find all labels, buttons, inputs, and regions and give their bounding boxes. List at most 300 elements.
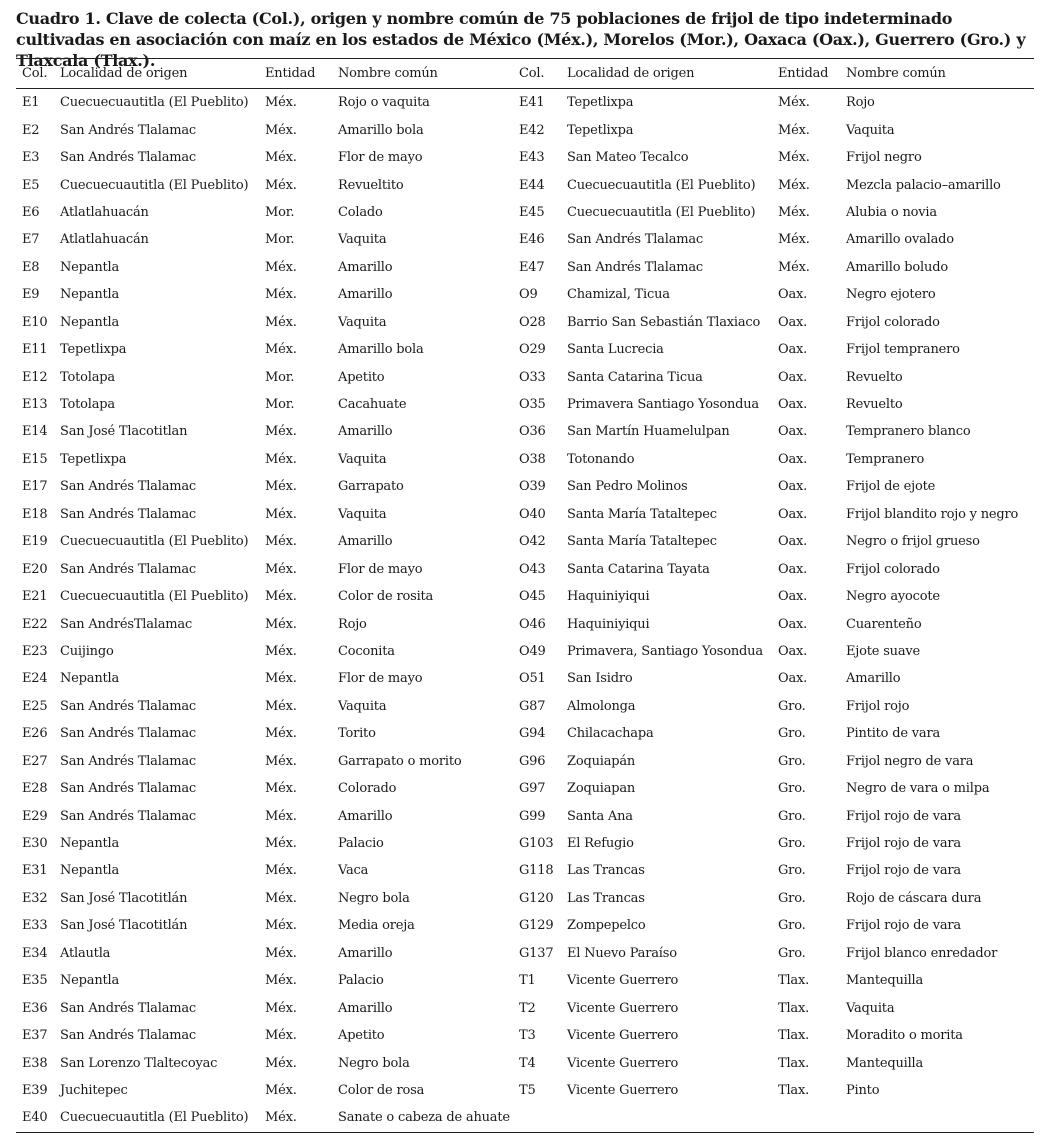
cell-common-name-left: Flor de mayo	[338, 671, 423, 687]
cell-col-key-left: E10	[22, 314, 48, 330]
cell-common-name-right: Ejote suave	[846, 643, 921, 659]
cell-col-key-right: E47	[519, 259, 545, 275]
table-row	[16, 583, 1034, 610]
table-header	[16, 59, 1034, 89]
cell-locality-right: San Pedro Molinos	[567, 479, 688, 495]
cell-state-right: Oax.	[778, 671, 808, 687]
cell-locality-right: Cuecuecuautitla (El Pueblito)	[567, 177, 756, 193]
cell-state-left: Méx.	[265, 479, 297, 495]
cell-col-key-left: E33	[22, 918, 48, 934]
cell-col-key-right: O38	[519, 451, 546, 467]
cell-col-key-left: E13	[22, 397, 48, 413]
cell-common-name-right: Frijol rojo de vara	[846, 836, 961, 852]
cell-common-name-left: Revueltito	[338, 177, 404, 193]
header-state-right: Entidad	[778, 66, 829, 81]
cell-locality-right: San Mateo Tecalco	[567, 150, 689, 166]
cell-state-left: Méx.	[265, 1110, 297, 1126]
cell-state-right: Oax.	[778, 479, 808, 495]
cell-col-key-right: G129	[519, 918, 554, 934]
cell-state-right: Gro.	[778, 753, 806, 769]
cell-locality-right: El Nuevo Paraíso	[567, 945, 677, 961]
cell-locality-right: Vicente Guerrero	[567, 1055, 679, 1071]
cell-locality-left: San Andrés Tlalamac	[60, 506, 197, 522]
cell-common-name-right: Frijol tempranero	[846, 342, 960, 358]
cell-col-key-left: E12	[22, 369, 48, 385]
table-row	[16, 1077, 1034, 1104]
cell-locality-right: Haquiniyiqui	[567, 616, 650, 632]
header-locality-left: Localidad de origen	[60, 66, 188, 81]
cell-state-right: Oax.	[778, 287, 808, 303]
cell-state-left: Méx.	[265, 1082, 297, 1098]
table-row	[16, 720, 1034, 747]
cell-state-right: Gro.	[778, 890, 806, 906]
cell-common-name-right: Frijol rojo de vara	[846, 863, 961, 879]
cell-col-key-right: G96	[519, 753, 546, 769]
cell-common-name-left: Garrapato o morito	[338, 753, 462, 769]
cell-col-key-left: E25	[22, 698, 48, 714]
cell-state-left: Méx.	[265, 150, 297, 166]
header-common-name-right: Nombre común	[846, 66, 946, 81]
cell-locality-right: Totonando	[567, 451, 635, 467]
cell-locality-right: Zompepelco	[567, 918, 646, 934]
table-row	[16, 281, 1034, 308]
table-row	[16, 1104, 1034, 1132]
header-locality-right: Localidad de origen	[567, 66, 695, 81]
cell-col-key-right: G97	[519, 781, 546, 797]
table-row	[16, 885, 1034, 912]
cell-col-key-right: O35	[519, 397, 546, 413]
cell-common-name-left: Colorado	[338, 781, 397, 797]
cell-col-key-right: O39	[519, 479, 546, 495]
cell-state-left: Mor.	[265, 369, 295, 385]
cell-state-right: Gro.	[778, 863, 806, 879]
cell-col-key-right: T4	[519, 1055, 536, 1071]
table-row	[16, 1022, 1034, 1049]
table-row	[16, 144, 1034, 171]
cell-col-key-right: O51	[519, 671, 546, 687]
cell-col-key-right: G118	[519, 863, 554, 879]
cell-locality-left: Cuecuecuautitla (El Pueblito)	[60, 95, 249, 111]
cell-col-key-right: E44	[519, 177, 545, 193]
cell-common-name-right: Frijol colorado	[846, 314, 940, 330]
cell-locality-right: Las Trancas	[567, 890, 645, 906]
table-row	[16, 528, 1034, 555]
cell-col-key-right: T3	[519, 1028, 536, 1044]
cell-locality-left: San José Tlacotitlan	[60, 424, 188, 440]
cell-col-key-left: E11	[22, 342, 48, 358]
cell-locality-left: San AndrésTlalamac	[60, 616, 193, 632]
cell-common-name-right: Pintito de vara	[846, 726, 941, 742]
cell-col-key-left: E22	[22, 616, 48, 632]
cell-col-key-right: O29	[519, 342, 546, 358]
cell-locality-right: Las Trancas	[567, 863, 645, 879]
cell-col-key-left: E23	[22, 643, 48, 659]
cell-common-name-left: Negro bola	[338, 1055, 410, 1071]
cell-common-name-left: Amarillo	[338, 424, 393, 440]
cell-state-right: Oax.	[778, 342, 808, 358]
cell-state-left: Méx.	[265, 259, 297, 275]
cell-locality-left: Cuecuecuautitla (El Pueblito)	[60, 177, 249, 193]
table-row	[16, 610, 1034, 637]
cell-state-left: Méx.	[265, 753, 297, 769]
cell-locality-right: Primavera Santiago Yosondua	[567, 397, 759, 413]
cell-col-key-left: E31	[22, 863, 48, 879]
table-row	[16, 830, 1034, 857]
table-body	[16, 89, 1034, 1133]
cell-common-name-left: Vaquita	[338, 232, 387, 248]
cell-locality-left: Cuecuecuautitla (El Pueblito)	[60, 1110, 249, 1126]
cell-locality-left: San Andrés Tlalamac	[60, 808, 197, 824]
cell-locality-left: San Andrés Tlalamac	[60, 1000, 197, 1016]
cell-state-left: Méx.	[265, 671, 297, 687]
cell-col-key-right: G94	[519, 726, 546, 742]
cell-state-right: Tlax.	[778, 1082, 810, 1098]
cell-state-right: Oax.	[778, 369, 808, 385]
cell-common-name-right: Revuelto	[846, 397, 903, 413]
cell-locality-right: San Andrés Tlalamac	[567, 259, 704, 275]
cell-col-key-right: O28	[519, 314, 546, 330]
cell-locality-left: Nepantla	[60, 314, 120, 330]
cell-state-left: Méx.	[265, 424, 297, 440]
cell-state-left: Méx.	[265, 863, 297, 879]
cell-locality-right: Almolonga	[567, 698, 636, 714]
cell-common-name-left: Media oreja	[338, 918, 415, 934]
table-row	[16, 802, 1034, 829]
cell-common-name-left: Vaquita	[338, 506, 387, 522]
cell-locality-left: San José Tlacotitlán	[60, 890, 188, 906]
cell-col-key-left: E18	[22, 506, 48, 522]
cell-state-right: Oax.	[778, 589, 808, 605]
cell-col-key-left: E24	[22, 671, 48, 687]
cell-locality-right: Cuecuecuautitla (El Pueblito)	[567, 204, 756, 220]
cell-state-right: Oax.	[778, 397, 808, 413]
cell-col-key-right: E45	[519, 204, 545, 220]
cell-common-name-left: Amarillo bola	[338, 342, 424, 358]
table-caption: Cuadro 1. Clave de colecta (Col.), origen y nombre común de 75 poblaciones de frijol de tipo indeterminado cultivadas en asociación con maíz en los estados de México (Méx.), Morelos (Mor.), Oaxaca (Oax.), Guerrero (Gro.) y Tlaxcala (Tlax.).	[16, 9, 1026, 70]
populations-table	[16, 58, 1034, 1133]
cell-common-name-right: Moradito o morita	[846, 1028, 963, 1044]
cell-col-key-right: G120	[519, 890, 554, 906]
cell-col-key-left: E36	[22, 1000, 48, 1016]
cell-common-name-left: Flor de mayo	[338, 561, 423, 577]
table-row	[16, 309, 1034, 336]
cell-col-key-left: E8	[22, 259, 40, 275]
cell-locality-right: Barrio San Sebastián Tlaxiaco	[567, 314, 761, 330]
cell-locality-right: Santa María Tataltepec	[567, 534, 717, 550]
table-row	[16, 748, 1034, 775]
cell-col-key-left: E1	[22, 95, 40, 111]
cell-col-key-left: E34	[22, 945, 48, 961]
cell-locality-left: Tepetlixpa	[60, 451, 127, 467]
cell-common-name-left: Vaquita	[338, 698, 387, 714]
cell-state-right: Gro.	[778, 808, 806, 824]
cell-locality-left: San Andrés Tlalamac	[60, 726, 197, 742]
cell-state-right: Tlax.	[778, 973, 810, 989]
cell-state-left: Méx.	[265, 1055, 297, 1071]
cell-locality-left: San Andrés Tlalamac	[60, 561, 197, 577]
cell-state-right: Gro.	[778, 836, 806, 852]
cell-locality-left: Totolapa	[60, 397, 115, 413]
cell-locality-right: San Andrés Tlalamac	[567, 232, 704, 248]
cell-col-key-right: G99	[519, 808, 546, 824]
cell-locality-left: San Andrés Tlalamac	[60, 781, 197, 797]
cell-locality-right: Haquiniyiqui	[567, 589, 650, 605]
cell-locality-right: Vicente Guerrero	[567, 1082, 679, 1098]
table-row	[16, 336, 1034, 363]
cell-common-name-right: Mantequilla	[846, 1055, 924, 1071]
cell-common-name-left: Coconita	[338, 643, 395, 659]
cell-common-name-left: Amarillo	[338, 945, 393, 961]
cell-locality-right: Santa María Tataltepec	[567, 506, 717, 522]
cell-common-name-right: Frijol blandito rojo y negro	[846, 506, 1019, 522]
cell-col-key-left: E29	[22, 808, 48, 824]
cell-common-name-left: Amarillo	[338, 534, 393, 550]
cell-state-right: Oax.	[778, 451, 808, 467]
cell-state-right: Oax.	[778, 314, 808, 330]
cell-col-key-left: E21	[22, 589, 48, 605]
cell-state-left: Méx.	[265, 890, 297, 906]
cell-state-right: Tlax.	[778, 1055, 810, 1071]
cell-col-key-right	[513, 1104, 561, 1132]
cell-common-name-right: Frijol negro de vara	[846, 753, 974, 769]
table-row	[16, 555, 1034, 582]
cell-state-right: Tlax.	[778, 1028, 810, 1044]
cell-locality-right: Santa Catarina Ticua	[567, 369, 703, 385]
cell-state-left: Méx.	[265, 589, 297, 605]
table-row	[16, 199, 1034, 226]
cell-state-left: Méx.	[265, 1000, 297, 1016]
cell-col-key-left: E30	[22, 836, 48, 852]
cell-state-right: Méx.	[778, 259, 810, 275]
cell-common-name-right: Pinto	[846, 1082, 880, 1098]
cell-common-name-left: Negro bola	[338, 890, 410, 906]
cell-locality-left: Atlatlahuacán	[60, 232, 149, 248]
cell-col-key-right: G87	[519, 698, 546, 714]
cell-locality-left: Cuijingo	[60, 643, 114, 659]
cell-state-left: Méx.	[265, 534, 297, 550]
header-common-name-left: Nombre común	[338, 66, 438, 81]
cell-common-name-right: Frijol negro	[846, 150, 922, 166]
cell-col-key-right: T2	[519, 1000, 536, 1016]
cell-state-left: Méx.	[265, 698, 297, 714]
cell-common-name-right: Mantequilla	[846, 973, 924, 989]
cell-locality-left: Cuecuecuautitla (El Pueblito)	[60, 534, 249, 550]
cell-col-key-left: E27	[22, 753, 48, 769]
cell-col-key-right: O49	[519, 643, 546, 659]
cell-common-name-right: Mezcla palacio–amarillo	[846, 177, 1001, 193]
cell-col-key-left: E38	[22, 1055, 48, 1071]
cell-locality-left: Nepantla	[60, 863, 120, 879]
cell-state-left: Méx.	[265, 561, 297, 577]
cell-locality-left: Nepantla	[60, 671, 120, 687]
cell-col-key-right: T1	[519, 973, 536, 989]
cell-state-right: Gro.	[778, 945, 806, 961]
cell-col-key-left: E20	[22, 561, 48, 577]
cell-common-name-left: Vaquita	[338, 451, 387, 467]
cell-state-left: Méx.	[265, 726, 297, 742]
header-state-left: Entidad	[265, 66, 316, 81]
cell-state-left: Méx.	[265, 781, 297, 797]
cell-col-key-left: E40	[22, 1110, 48, 1126]
cell-common-name-right: Cuarenteño	[846, 616, 922, 632]
cell-col-key-right: T5	[519, 1082, 536, 1098]
cell-common-name-left: Rojo	[338, 616, 367, 632]
cell-state-right: Oax.	[778, 424, 808, 440]
cell-locality-left: San Andrés Tlalamac	[60, 122, 197, 138]
cell-common-name-left: Cacahuate	[338, 397, 407, 413]
table-row	[16, 363, 1034, 390]
cell-state-left: Méx.	[265, 836, 297, 852]
cell-locality-right: Santa Ana	[567, 808, 633, 824]
cell-common-name-left: Garrapato	[338, 479, 404, 495]
cell-common-name-left: Palacio	[338, 836, 384, 852]
cell-state-left: Méx.	[265, 1028, 297, 1044]
cell-col-key-right: E43	[519, 150, 545, 166]
cell-common-name-left: Amarillo	[338, 1000, 393, 1016]
cell-col-key-left: E28	[22, 781, 48, 797]
cell-col-key-right: E41	[519, 95, 545, 111]
cell-state-left: Méx.	[265, 506, 297, 522]
cell-col-key-left: E7	[22, 232, 40, 248]
header-col-left: Col.	[22, 66, 48, 81]
table-row	[16, 638, 1034, 665]
cell-common-name-left: Vaquita	[338, 314, 387, 330]
cell-common-name-right: Rojo de cáscara dura	[846, 890, 982, 906]
cell-state-right: Méx.	[778, 150, 810, 166]
cell-state-left: Méx.	[265, 177, 297, 193]
cell-col-key-left: E3	[22, 150, 40, 166]
table-row	[16, 418, 1034, 445]
table-row	[16, 1049, 1034, 1076]
cell-state-right: Oax.	[778, 643, 808, 659]
cell-common-name-left: Rojo o vaquita	[338, 95, 430, 111]
cell-state-left: Mor.	[265, 232, 295, 248]
cell-locality-left: Nepantla	[60, 287, 120, 303]
cell-state-right: Méx.	[778, 204, 810, 220]
cell-col-key-right: O45	[519, 589, 546, 605]
cell-common-name-right: Frijol rojo de vara	[846, 918, 961, 934]
cell-state-left: Méx.	[265, 945, 297, 961]
cell-common-name-right: Amarillo	[846, 671, 901, 687]
cell-locality-left: Tepetlixpa	[60, 342, 127, 358]
cell-common-name-right: Rojo	[846, 95, 875, 111]
cell-locality-left: Nepantla	[60, 973, 120, 989]
table-row	[16, 693, 1034, 720]
table-row	[16, 857, 1034, 884]
cell-state-left: Méx.	[265, 918, 297, 934]
cell-state-right: Oax.	[778, 534, 808, 550]
cell-col-key-left: E14	[22, 424, 48, 440]
cell-locality-right: Chamizal, Ticua	[567, 287, 670, 303]
cell-locality-left: Atlautla	[60, 945, 111, 961]
cell-col-key-left: E6	[22, 204, 40, 220]
header-row	[16, 59, 1034, 89]
cell-common-name-right: Vaquita	[846, 1000, 895, 1016]
cell-col-key-right: O43	[519, 561, 546, 577]
table-row	[16, 967, 1034, 994]
cell-col-key-right: O33	[519, 369, 546, 385]
cell-locality-left: San Andrés Tlalamac	[60, 1028, 197, 1044]
table-row	[16, 912, 1034, 939]
cell-locality-right: San Isidro	[567, 671, 633, 687]
cell-col-key-left: E2	[22, 122, 40, 138]
cell-locality-left: Juchitepec	[60, 1082, 128, 1098]
cell-common-name-left: Color de rosita	[338, 589, 434, 605]
cell-common-name-left: Amarillo bola	[338, 122, 424, 138]
cell-col-key-right: O40	[519, 506, 546, 522]
cell-col-key-right: O46	[519, 616, 546, 632]
cell-col-key-left: E9	[22, 287, 40, 303]
cell-common-name-right: Alubia o novia	[846, 204, 937, 220]
cell-col-key-right: O36	[519, 424, 546, 440]
cell-state-right: Gro.	[778, 726, 806, 742]
table-row	[16, 473, 1034, 500]
cell-state-left: Méx.	[265, 973, 297, 989]
cell-common-name-left: Amarillo	[338, 808, 393, 824]
cell-col-key-right: G103	[519, 836, 554, 852]
cell-col-key-left: E26	[22, 726, 48, 742]
cell-common-name-left: Color de rosa	[338, 1082, 425, 1098]
cell-locality-right: Vicente Guerrero	[567, 1028, 679, 1044]
cell-col-key-right: E42	[519, 122, 545, 138]
cell-col-key-left: E37	[22, 1028, 48, 1044]
cell-state-right	[772, 1104, 840, 1132]
cell-locality-left: San Andrés Tlalamac	[60, 753, 197, 769]
cell-locality-right	[561, 1104, 772, 1132]
table-row	[16, 171, 1034, 198]
cell-locality-right: Vicente Guerrero	[567, 1000, 679, 1016]
cell-locality-right: Vicente Guerrero	[567, 973, 679, 989]
cell-common-name-left: Torito	[338, 726, 376, 742]
cell-common-name-left: Amarillo	[338, 287, 393, 303]
cell-state-left: Méx.	[265, 643, 297, 659]
cell-locality-right: Tepetlixpa	[567, 95, 634, 111]
table-row	[16, 254, 1034, 281]
cell-col-key-right: G137	[519, 945, 554, 961]
table-row	[16, 940, 1034, 967]
cell-state-right: Oax.	[778, 506, 808, 522]
cell-common-name-right: Frijol colorado	[846, 561, 940, 577]
cell-locality-left: San Lorenzo Tlaltecoyac	[60, 1055, 218, 1071]
cell-common-name-right: Tempranero blanco	[846, 424, 971, 440]
cell-common-name-right: Frijol de ejote	[846, 479, 936, 495]
cell-common-name-left: Vaca	[338, 863, 369, 879]
cell-state-left: Méx.	[265, 808, 297, 824]
cell-col-key-left: E39	[22, 1082, 48, 1098]
cell-locality-right: San Martín Huamelulpan	[567, 424, 730, 440]
cell-state-right: Tlax.	[778, 1000, 810, 1016]
cell-common-name-left: Sanate o cabeza de ahuate	[338, 1110, 510, 1126]
cell-col-key-left: E5	[22, 177, 40, 193]
cell-common-name-left: Apetito	[338, 369, 385, 385]
cell-state-left: Méx.	[265, 314, 297, 330]
table-row	[16, 501, 1034, 528]
cell-state-left: Méx.	[265, 616, 297, 632]
cell-common-name-left: Colado	[338, 204, 383, 220]
table-row	[16, 116, 1034, 143]
cell-common-name-right: Vaquita	[846, 122, 895, 138]
cell-common-name-right: Negro o frijol grueso	[846, 534, 980, 550]
cell-locality-right: Santa Catarina Tayata	[567, 561, 710, 577]
cell-state-left: Méx.	[265, 451, 297, 467]
cell-locality-right: Zoquiapan	[567, 781, 636, 797]
cell-state-right: Méx.	[778, 122, 810, 138]
cell-common-name-left: Flor de mayo	[338, 150, 423, 166]
cell-col-key-left: E32	[22, 890, 48, 906]
cell-locality-left: San Andrés Tlalamac	[60, 479, 197, 495]
cell-state-left: Méx.	[265, 342, 297, 358]
cell-state-right: Méx.	[778, 177, 810, 193]
